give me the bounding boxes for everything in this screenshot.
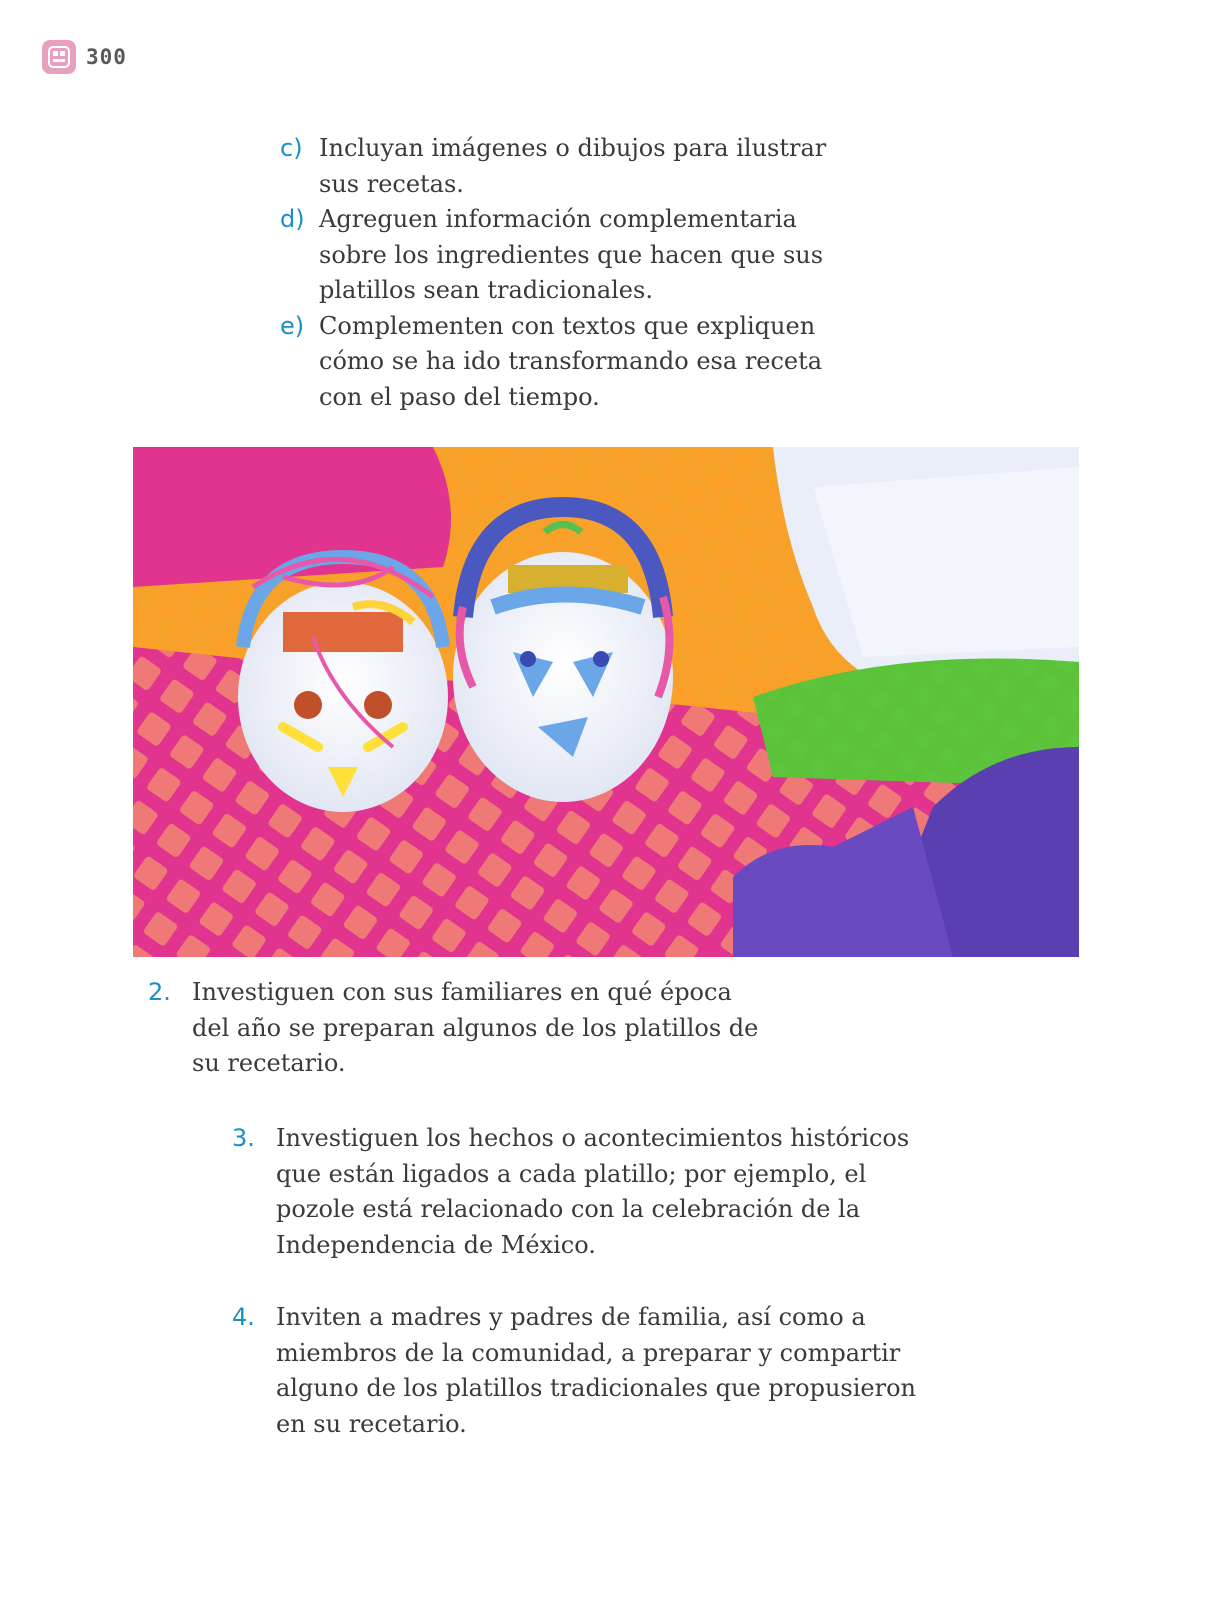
list-item xyxy=(280,202,860,309)
sub-instruction-list xyxy=(280,131,860,415)
list-item xyxy=(148,975,788,1082)
item-marker: e) xyxy=(280,311,305,340)
mayan-glyph-icon xyxy=(42,40,76,74)
list-item xyxy=(232,1121,932,1263)
item-text: Investiguen con sus familiares en qué época del año se preparan algunos de los platillos de su recetario. xyxy=(192,978,759,1077)
question-4 xyxy=(232,1300,932,1442)
item-marker: c) xyxy=(280,134,303,162)
sugar-skulls-photo xyxy=(133,447,1079,957)
item-text: Agreguen información complementaria sobre los ingredientes que hacen que sus platillos sean tradicionales. xyxy=(319,205,824,304)
item-marker: 4. xyxy=(232,1303,255,1331)
list-item xyxy=(280,131,860,202)
item-text: Inviten a madres y padres de familia, así como a miembros de la comunidad, a preparar y compartir alguno de los platillos tradicionales que propusieron en su recetario. xyxy=(276,1303,916,1438)
page-header xyxy=(42,40,127,74)
item-marker: 2. xyxy=(148,978,171,1006)
item-marker: d) xyxy=(280,205,305,233)
page-number: 300 xyxy=(86,45,127,69)
question-2 xyxy=(148,975,788,1082)
item-marker: 3. xyxy=(232,1124,255,1152)
question-3 xyxy=(232,1121,932,1263)
list-item xyxy=(232,1300,932,1442)
item-text: Complementen con textos que expliquen cómo se ha ido transformando esa receta con el paso del tiempo. xyxy=(319,311,823,411)
item-text: Incluyan imágenes o dibujos para ilustrar sus recetas. xyxy=(319,134,827,198)
item-text: Investiguen los hechos o acontecimientos históricos que están ligados a cada platillo; por ejemplo, el pozole está relacionado con la celebración de la Independencia de México. xyxy=(276,1124,910,1259)
list-item xyxy=(280,309,860,416)
